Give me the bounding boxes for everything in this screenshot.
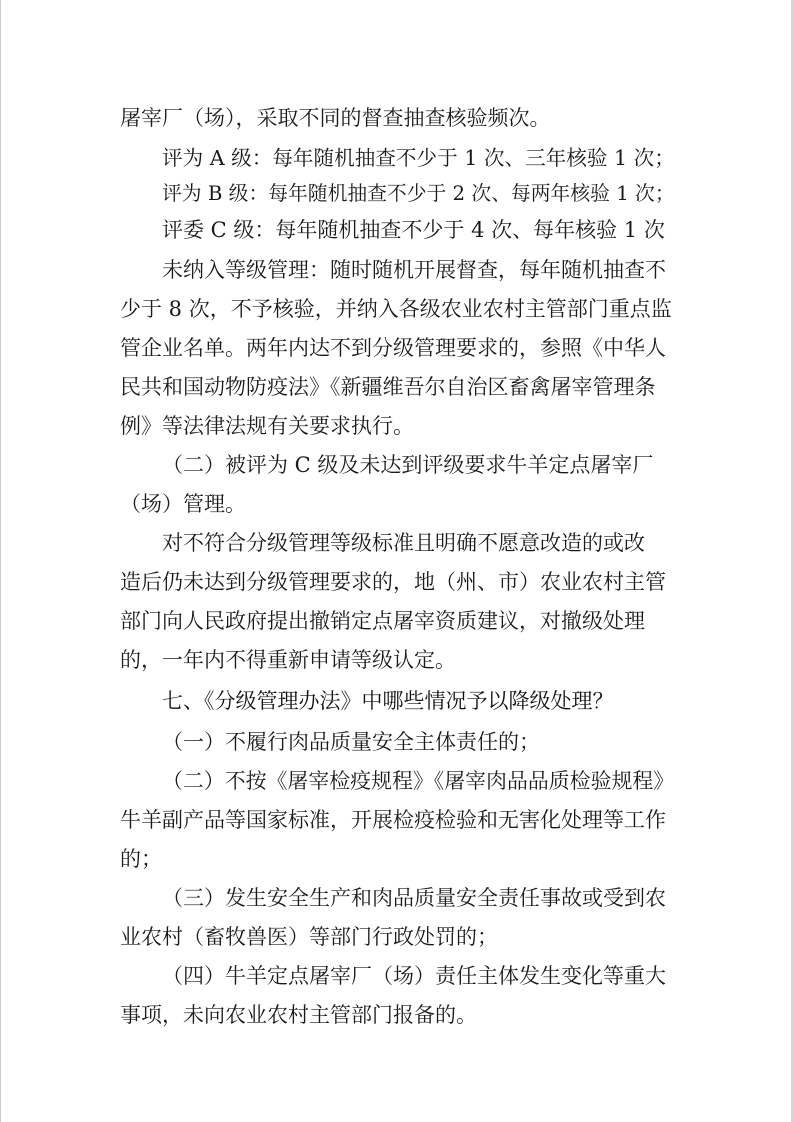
body-line: 的，一年内不得重新申请等级认定。 — [120, 648, 456, 672]
section-heading: 七、《分级管理办法》中哪些情况予以降级处理？ — [162, 689, 614, 713]
body-line: 管企业名单。两年内达不到分级管理要求的，参照《中华人 — [120, 336, 666, 360]
body-line: 例》等法律法规有关要求执行。 — [120, 414, 414, 438]
body-line: 牛羊副产品等国家标准，开展检疫检验和无害化处理等工作 — [120, 808, 666, 832]
body-line: （场）管理。 — [120, 492, 246, 516]
body-line: 评为 B 级：每年随机抽查不少于 2 次、每两年核验 1 次； — [162, 182, 675, 205]
body-line: 民共和国动物防疫法》《新疆维吾尔自治区畜禽屠宰管理条 — [120, 375, 656, 399]
body-line: 造后仍未达到分级管理要求的，地（州、市）农业农村主管 — [120, 570, 666, 594]
body-line: （三）发生安全生产和肉品质量安全责任事故或受到农 — [162, 886, 666, 910]
body-line: 事项，未向农业农村主管部门报备的。 — [120, 1003, 477, 1027]
body-line: 少于 8 次，不予核验，并纳入各级农业农村主管部门重点监 — [120, 297, 672, 321]
body-line: 对不符合分级管理等级标准且明确不愿意改造的或改 — [162, 531, 645, 555]
body-line: 部门向人民政府提出撤销定点屠宰资质建议，对撤级处理 — [120, 609, 645, 633]
body-line: 评委 C 级：每年随机抽查不少于 4 次、每年核验 1 次 — [162, 218, 665, 242]
body-line: 评为 A 级：每年随机抽查不少于 1 次、三年核验 1 次； — [162, 146, 675, 170]
body-line: 屠宰厂（场），采取不同的督查抽查核验频次。 — [120, 106, 551, 130]
body-line: （一）不履行肉品质量安全主体责任的； — [162, 730, 540, 754]
body-line: 的； — [120, 847, 162, 871]
body-line: 未纳入等级管理：随时随机开展督查，每年随机抽查不 — [162, 258, 666, 282]
body-line: （二）被评为 C 级及未达到评级要求牛羊定点屠宰厂 — [162, 453, 654, 477]
body-line: （二）不按《屠宰检疫规程》《屠宰肉品品质检验规程》 — [162, 769, 675, 793]
page-edge-left — [0, 0, 1, 1122]
body-line: 业农村（畜牧兽医）等部门行政处罚的； — [120, 925, 498, 949]
body-line: （四）牛羊定点屠宰厂（场）责任主体发生变化等重大 — [162, 964, 666, 988]
